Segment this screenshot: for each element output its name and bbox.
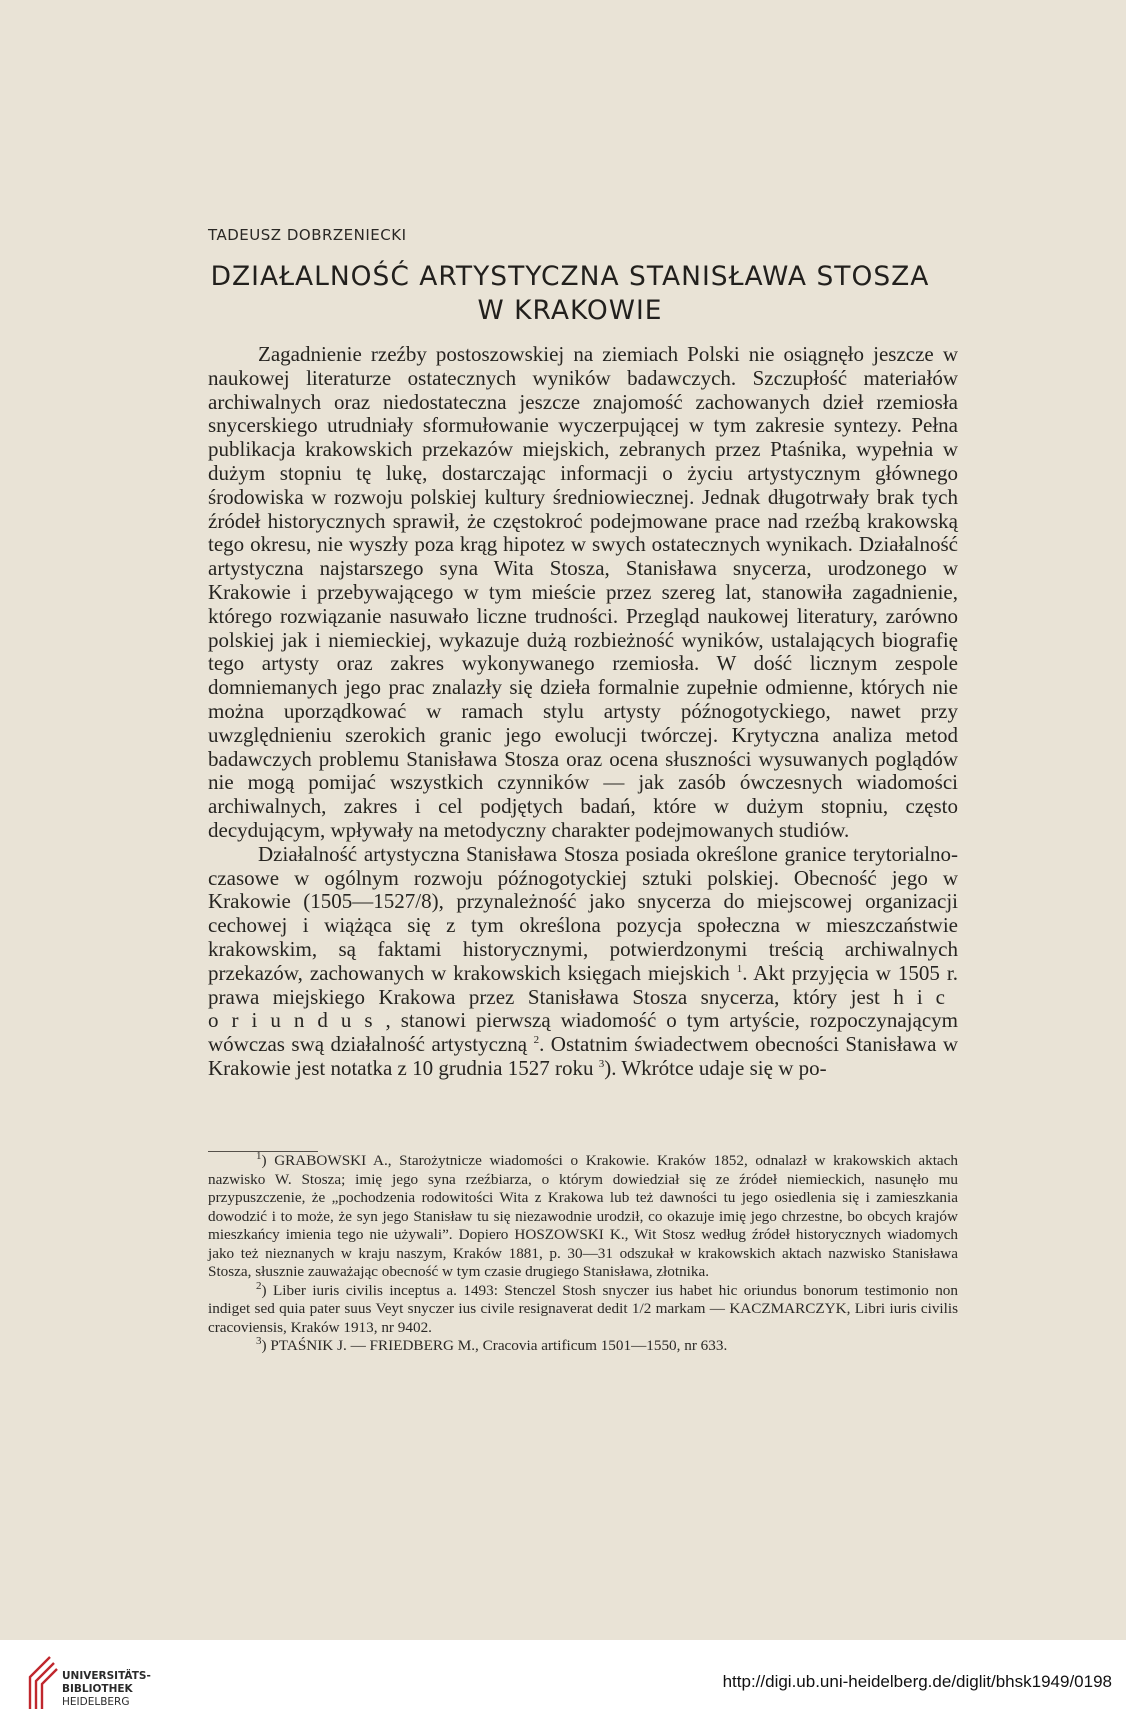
paragraph-2-text-2: . Akt przyjęcia w 1505 r. prawa miejskiego Krakowa przez Stanisława Stosza snycerza, który jest xyxy=(208,960,958,1009)
footnote-mark: 3 xyxy=(256,1334,262,1347)
paragraph-2-text-5: ). Wkrótce udaje się w po- xyxy=(604,1055,827,1080)
paragraph-1: Zagadnienie rzeźby postoszowskiej na ziemiach Polski nie osiągnęło jeszcze w naukowej literaturze ostatecznych wyników badawczych. Szczupłość materiałów archiwalnych oraz niedostateczna jeszcze znajomość zachowanych dzieł rzemiosła snycerskiego utrudniały sformułowanie wyczerpującej w tym zakresie syntezy. Pełna publikacja krakowskich przekazów miejskich, zebranych przez Ptaśnika, wypełnia w dużym stopniu tę lukę, dostarczając informacji o życiu artystycznym głównego środowiska w rozwoju polskiej kultury średniowiecznej. Jednak długotrwały brak tych źródeł historycznych sprawił, że częstokroć podejmowane prace nad rzeźbą krakowską tego okresu, nie wyszły poza krąg hipotez w swych ostatecznych wynikach. Działalność artystyczna najstarszego syna Wita Stosza, Stanisława snycerza, urodzonego w Krakowie i przebywającego w tym mieście przez szereg lat, stanowiła zagadnienie, którego rozwiązanie nasuwało liczne trudności. Przegląd naukowej literatury, zarówno polskiej jak i niemieckiej, wykazuje dużą rozbieżność wyników, ustalających biografię tego artysty oraz zakres wykonywanego rzemiosła. W dość licznym zespole domniemanych jego prac znalazły się dzieła formalnie zupełnie odmienne, których nie można uporządkować w ramach stylu artysty późnogotyckiego, nawet przy uwzględnieniu szerokich granic jego ewolucji twórczej. Krytyczna analiza metod badawczych problemu Stanisława Stosza oraz ocena słuszności wysuwanych poglądów nie mogą pomijać wszystkich czynników — jak zasób ówczesnych wiadomości archiwalnych, zakres i cel podjętych badań, które w dużym stopniu, często decydującym, wpływały na metodyczny charakter podejmowanych studiów. xyxy=(208,342,958,842)
footer-bar xyxy=(0,1640,1126,1725)
source-url-link[interactable]: http://digi.ub.uni-heidelberg.de/diglit/bhsk1949/0198 xyxy=(722,1672,1112,1691)
footnote-ref-1: 1 xyxy=(736,962,743,975)
author-name: TADEUSZ DOBRZENIECKI xyxy=(208,226,407,244)
footnote-2 xyxy=(208,1279,958,1338)
logo-line-3: HEIDELBERG xyxy=(62,1696,130,1708)
logo-line-2: BIBLIOTHEK xyxy=(62,1683,133,1695)
library-logo-icon xyxy=(20,1655,58,1711)
title-line-1: DZIAŁALNOŚĆ ARTYSTYCZNA STANISŁAWA STOSZA xyxy=(210,261,930,292)
footnote-mark: 1 xyxy=(256,1149,262,1162)
spaced-phrase: hic oriundus xyxy=(208,984,958,1033)
logo-line-1: UNIVERSITÄTS- xyxy=(62,1670,151,1682)
title-line-2: W KRAKOWIE xyxy=(477,295,663,326)
paragraph-2-text-1: Działalność artystyczna Stanisława Stosza posiada określone granice terytorialno-czasowe w ogólnym rozwoju późnogotyckiej sztuki polskiej. Obecność jego w Krakowie (1505—1527/8), przynależność jako snycerza do miejscowej organizacji cechowej i wiążąca się z tym określona pozycja społeczna w mieszczaństwie krakowskim, są faktami historycznymi, potwierdzonymi treścią archiwalnych przekazów, zachowanych w krakowskich księgach miejskich xyxy=(208,841,958,985)
library-logo-text xyxy=(62,1670,151,1709)
footnote-mark: 2 xyxy=(256,1279,262,1292)
article-body xyxy=(208,343,958,1081)
footnote-3 xyxy=(208,1334,958,1356)
footnote-text: ) GRABOWSKI A., Starożytnicze wiadomości o Krakowie. Kraków 1852, odnalazł w krakowskich aktach nazwisko W. Stosza; imię jego syna rzeźbiarza, o którym dowiedział się ze źródeł niemieckich, nasunęło mu przypuszczenie, że „pochodzenia rodowitości Wita z Krakowa lub też dawności tu jego osiedlenia się i zamieszkania dowodzić i to może, że syn jego Stanisław tu się niezawodnie urodził, co okazuje imię jego chrzestne, bo obcych krajów mieszkańcy imienia tego nie używali”. Dopiero HOSZOWSKI K., Wit Stosz według źródeł historycznych wiadomych jako też nieznanych w kraju naszym, Kraków 1881, p. 30—31 odszukał w krakowskich aktach nazwisko Stanisława Stosza, słusznie zauważając obecność w tym czasie drugiego Stanisława, złotnika. xyxy=(208,1152,958,1280)
footnote-1 xyxy=(208,1149,958,1282)
footnotes xyxy=(208,1149,958,1356)
footnote-text: ) Liber iuris civilis inceptus a. 1493: Stenczel Stosh snyczer ius habet hic oriundus bonorum testimonio non indiget sed quia pater suus Veyt snyczer ius civile resignaverat dedit 1/2 markam — KACZMARCZYK, Libri iuris civilis cracoviensis, Kraków 1913, nr 9402. xyxy=(208,1281,958,1336)
paragraph-2 xyxy=(208,843,958,1081)
footnote-ref-2: 2 xyxy=(533,1034,540,1047)
footnote-ref-3: 3 xyxy=(598,1057,605,1070)
paragraph-2-text-3: , stanowi pierwszą wiadomość o tym artyście, rozpoczynającym wówczas swą działalność artystyczną xyxy=(208,1008,958,1057)
footnote-text: ) PTAŚNIK J. — FRIEDBERG M., Cracovia artificum 1501—1550, nr 633. xyxy=(261,1337,728,1354)
article-title xyxy=(200,260,940,328)
paragraph-2-text-4: . Ostatnim świadectwem obecności Stanisława w Krakowie jest notatka z 10 grudnia 1527 roku xyxy=(208,1032,959,1080)
